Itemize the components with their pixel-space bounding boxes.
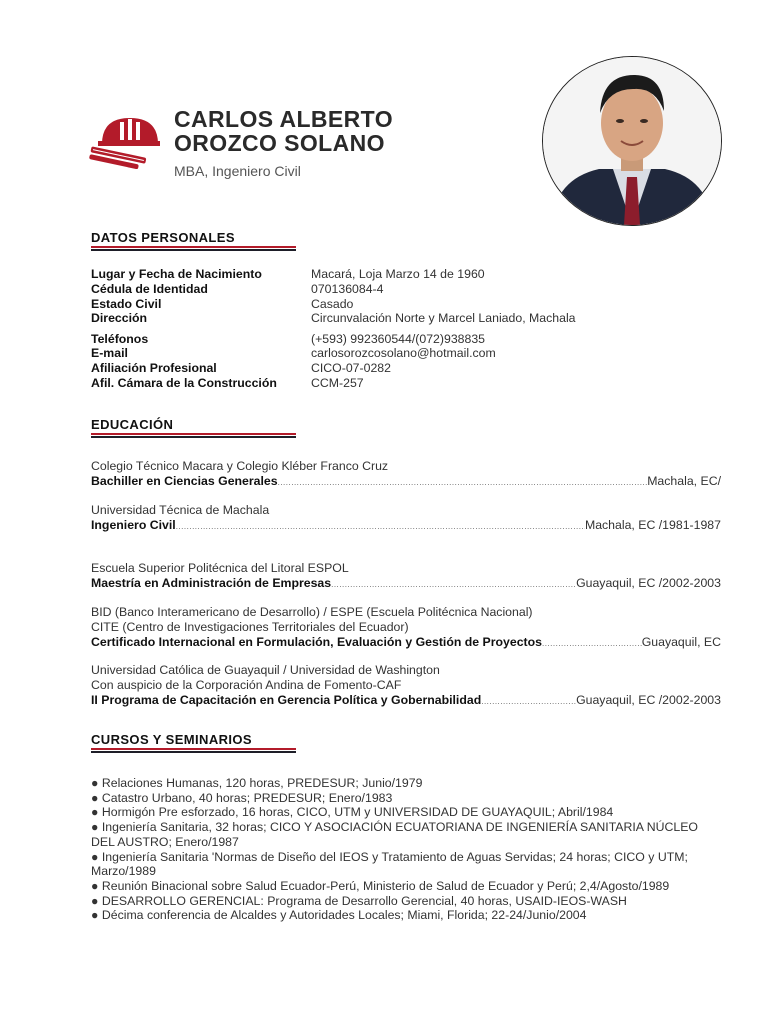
- education-degree: II Programa de Capacitación en Gerencia Política y Gobernabilidad: [91, 693, 482, 707]
- education-degree: Bachiller en Ciencias Generales: [91, 474, 278, 488]
- dot-leader: [481, 694, 576, 709]
- personal-label: Estado Civil: [91, 297, 162, 311]
- course-item: ● Décima conferencia de Alcaldes y Autoridades Locales; Miami, Florida; 22-24/Junio/2004: [91, 908, 587, 923]
- education-degree: Certificado Internacional en Formulación, Evaluación y Gestión de Proyectos: [91, 635, 542, 649]
- education-place: Machala, EC /1981-1987: [584, 518, 721, 532]
- personal-value: CICO-07-0282: [311, 361, 391, 375]
- education-item: [91, 561, 721, 592]
- dot-leader: [278, 475, 648, 490]
- education-degree: Maestría en Administración de Empresas: [91, 576, 332, 590]
- section-title-personal: DATOS PERSONALES: [91, 230, 235, 245]
- personal-value: carlosorozcosolano@hotmail.com: [311, 346, 496, 360]
- education-item: [91, 459, 721, 490]
- dot-leader: [176, 519, 585, 534]
- personal-row: [91, 311, 721, 326]
- education-institution: Universidad Católica de Guayaquil / Universidad de Washington: [91, 663, 440, 677]
- education-institution: Escuela Superior Politécnica del Litoral ESPOL: [91, 561, 349, 575]
- personal-label: Afiliación Profesional: [91, 361, 217, 375]
- education-degree: Ingeniero Civil: [91, 518, 176, 532]
- section-rule: [91, 246, 296, 253]
- personal-row: [91, 376, 721, 391]
- personal-label: Teléfonos: [91, 332, 149, 346]
- candidate-name: [174, 107, 393, 155]
- personal-row: [91, 361, 721, 376]
- education-place: Guayaquil, EC /2002-2003: [576, 693, 721, 707]
- education-item: [91, 663, 721, 709]
- courses-list: [91, 776, 721, 923]
- course-item: ● Catastro Urbano, 40 horas; PREDESUR; Enero/1983: [91, 790, 393, 805]
- education-institution: Universidad Técnica de Machala: [91, 503, 270, 517]
- education-item: [91, 605, 721, 651]
- course-item: ● DESARROLLO GERENCIAL: Programa de Desarrollo Gerencial, 40 horas, USAID-IEOS-WASH: [91, 893, 627, 908]
- course-item: ● Reunión Binacional sobre Salud Ecuador-Perú, Ministerio de Salud de Ecuador y Perú; 2,4/Agosto/1989: [91, 878, 670, 893]
- education-place: Guayaquil, EC: [641, 635, 721, 649]
- education-institution: BID (Banco Interamericano de Desarrollo) / ESPE (Escuela Politécnica Nacional): [91, 605, 533, 619]
- education-place: Machala, EC/: [647, 474, 721, 488]
- personal-value: CCM-257: [311, 376, 364, 390]
- personal-row: [91, 267, 721, 282]
- professional-title: MBA, Ingeniero Civil: [174, 163, 301, 179]
- course-item: ● Ingeniería Sanitaria 'Normas de Diseño del IEOS y Tratamiento de Aguas Servidas; 24 horas; CICO y UTM; Marzo/1989: [91, 849, 688, 879]
- personal-value: 070136084-4: [311, 282, 384, 296]
- course-item: ● Hormigón Pre esforzado, 16 horas, CICO, UTM y UNIVERSIDAD DE GUAYAQUIL; Abril/1984: [91, 805, 614, 820]
- section-rule: [91, 748, 296, 755]
- personal-value: Casado: [311, 297, 354, 311]
- name-line-2: OROZCO SOLANO: [174, 130, 385, 156]
- personal-value: (+593) 992360544/(072)938835: [311, 332, 486, 346]
- personal-value: Circunvalación Norte y Marcel Laniado, Machala: [311, 311, 576, 325]
- personal-row: [91, 297, 721, 312]
- personal-label: Lugar y Fecha de Nacimiento: [91, 267, 262, 281]
- personal-value: Macará, Loja Marzo 14 de 1960: [311, 267, 485, 281]
- dot-leader: [331, 577, 576, 592]
- education-place: Guayaquil, EC /2002-2003: [576, 576, 721, 590]
- personal-label: Afil. Cámara de la Construcción: [91, 376, 277, 390]
- name-line-1: CARLOS ALBERTO: [174, 106, 393, 132]
- education-institution: Colegio Técnico Macara y Colegio Kléber Franco Cruz: [91, 459, 389, 473]
- profile-photo: [542, 56, 722, 226]
- education-institution-2: Con auspicio de la Corporación Andina de Fomento-CAF: [91, 678, 402, 692]
- personal-row: [91, 346, 721, 361]
- section-rule: [91, 433, 296, 440]
- personal-label: E-mail: [91, 346, 128, 360]
- education-institution-2: CITE (Centro de Investigaciones Territoriales del Ecuador): [91, 620, 409, 634]
- personal-row: [91, 332, 721, 347]
- hardhat-logo-icon: [88, 110, 164, 170]
- section-title-education: EDUCACIÓN: [91, 417, 174, 432]
- section-title-courses: CURSOS Y SEMINARIOS: [91, 732, 252, 747]
- personal-label: Cédula de Identidad: [91, 282, 208, 296]
- personal-row: [91, 282, 721, 297]
- education-item: [91, 503, 721, 534]
- dot-leader: [542, 636, 642, 651]
- course-item: ● Relaciones Humanas, 120 horas, PREDESUR; Junio/1979: [91, 776, 423, 790]
- personal-label: Dirección: [91, 311, 148, 325]
- course-item: ● Ingeniería Sanitaria, 32 horas; CICO Y ASOCIACIÓN ECUATORIANA DE INGENIERÍA SANITARIA NÚCLEO DEL AUSTRO; Enero/1987: [91, 820, 698, 849]
